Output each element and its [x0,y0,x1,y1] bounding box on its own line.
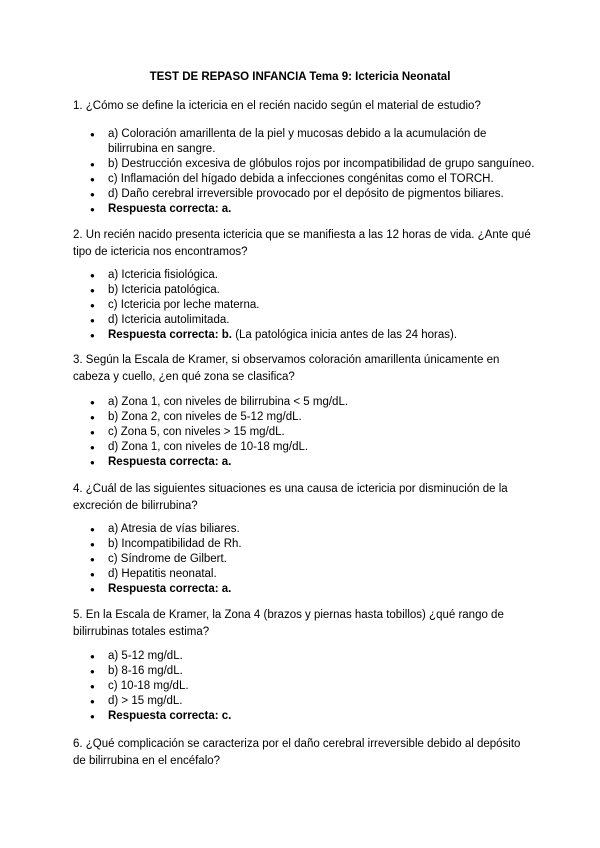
option-item: ● c) Síndrome de Gilbert. [90,552,535,567]
option-item: ● c) Ictericia por leche materna. [90,298,535,313]
option-item: ● c) 10-18 mg/dL. [90,679,535,694]
answer-label: Respuesta correcta: a. [108,456,232,468]
option-item: ● c) Zona 5, con niveles > 15 mg/dL. [90,425,535,440]
option-item: ● b) Incompatibilidad de Rh. [90,537,535,552]
answer-label: Respuesta correcta: a. [108,203,232,215]
answer-label: Respuesta correcta: a. [108,583,232,595]
option-item: ● d) Zona 1, con niveles de 10-18 mg/dL. [90,440,535,455]
option-item: ● b) 8-16 mg/dL. [90,664,535,679]
option-item: ● a) Zona 1, con niveles de bilirrubina < 5 mg/dL. [90,395,535,410]
question-3-options [90,395,535,470]
option-item: ● d) Daño cerebral irreversible provocado por el depósito de pigmentos biliares. [90,187,535,202]
option-item: ● a) Ictericia fisiológica. [90,268,535,283]
answer-note: (La patológica inicia antes de las 24 horas). [232,329,458,341]
question-1-options [90,127,535,217]
question-2-options [90,268,535,343]
answer-label: Respuesta correcta: b. [108,329,232,341]
question-2-text: 2. Un recién nacido presenta ictericia que se manifiesta a las 12 horas de vida. ¿Ante qué tipo de ictericia nos encontramos? [73,229,531,258]
answer-label: Respuesta correcta: c. [108,710,232,722]
question-4-options [90,522,535,597]
question-3-text: 3. Según la Escala de Kramer, si observamos coloración amarillenta únicamente en cabeza y cuello, ¿en qué zona se clasifica? [73,354,500,383]
option-item: ● a) 5-12 mg/dL. [90,649,535,664]
option-item: ● b) Ictericia patológica. [90,283,535,298]
question-5-text: 5. En la Escala de Kramer, la Zona 4 (brazos y piernas hasta tobillos) ¿qué rango de bilirrubinas totales estima? [73,609,504,638]
option-item: ● d) Ictericia autolimitada. [90,313,535,328]
question-4-text: 4. ¿Cuál de las siguientes situaciones es una causa de ictericia por disminución de la excreción de bilirrubina? [73,483,508,512]
answer-item [90,582,535,597]
option-item: ● c) Inflamación del hígado debida a infecciones congénitas como el TORCH. [90,172,535,187]
answer-item [90,328,535,343]
answer-item [90,709,535,724]
option-item: ● a) Atresia de vías biliares. [90,522,535,537]
option-item: ● b) Destrucción excesiva de glóbulos rojos por incompatibilidad de grupo sanguíneo. [90,157,535,172]
document-title: TEST DE REPASO INFANCIA Tema 9: Ictericia Neonatal [149,71,451,83]
question-1-text: 1. ¿Cómo se define la ictericia en el recién nacido según el material de estudio? [73,100,481,112]
question-6-text: 6. ¿Qué complicación se caracteriza por el daño cerebral irreversible debido al depósito de bilirrubina en el encéfalo? [73,738,521,767]
answer-item [90,455,535,470]
question-5-options [90,649,535,724]
option-item: ● a) Coloración amarillenta de la piel y mucosas debido a la acumulación de bilirrubina en sangre. [90,127,535,157]
option-item: ● d) Hepatitis neonatal. [90,567,535,582]
option-item: ● b) Zona 2, con niveles de 5-12 mg/dL. [90,410,535,425]
answer-item [90,202,535,217]
option-item: ● d) > 15 mg/dL. [90,694,535,709]
